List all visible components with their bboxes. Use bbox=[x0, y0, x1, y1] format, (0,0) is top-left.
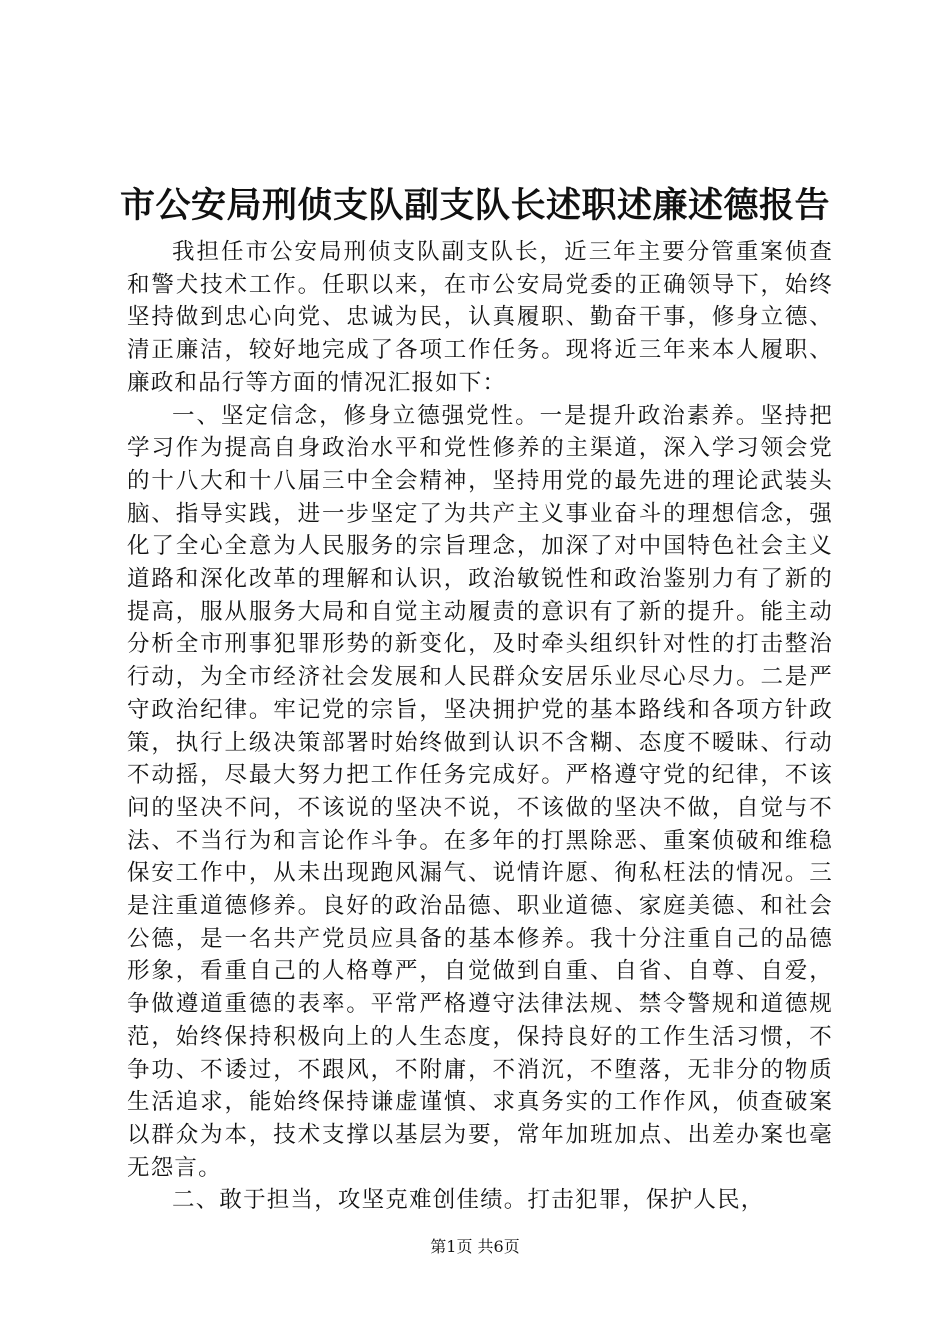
document-body bbox=[127, 236, 833, 1217]
paragraph-section-one: 一、坚定信念，修身立德强党性。一是提升政治素养。坚持把学习作为提高自身政治水平和党性修养的主渠道，深入学习领会党的十八大和十八届三中全会精神，坚持用党的最先进的理论武装头脑、指导实践，进一步坚定了为共产主义事业奋斗的理想信念，强化了全心全意为人民服务的宗旨理念，加深了对中国特色社会主义道路和深化改革的理解和认识，政治敏锐性和政治鉴别力有了新的提高，服从服务大局和自觉主动履责的意识有了新的提升。能主动分析全市刑事犯罪形势的新变化，及时牵头组织针对性的打击整治行动，为全市经济社会发展和人民群众安居乐业尽心尽力。二是严守政治纪律。牢记党的宗旨，坚决拥护党的基本路线和各项方针政策，执行上级决策部署时始终做到认识不含糊、态度不暧昧、行动不动摇，尽最大努力把工作任务完成好。严格遵守党的纪律，不该问的坚决不问，不该说的坚决不说，不该做的坚决不做，自觉与不法、不当行为和言论作斗争。在多年的打黑除恶、重案侦破和维稳保安工作中，从未出现跑风漏气、说情许愿、徇私枉法的情况。三是注重道德修养。良好的政治品德、职业道德、家庭美德、和社会公德，是一名共产党员应具备的基本修养。我十分注重自己的品德形象，看重自己的人格尊严，自觉做到自重、自省、自尊、自爱，争做遵道重德的表率。平常严格遵守法律法规、禁令警规和道德规范，始终保持积极向上的人生态度，保持良好的工作生活习惯，不争功、不诿过，不跟风，不附庸，不消沉，不堕落，无非分的物质生活追求，能始终保持谦虚谨慎、求真务实的工作作风，侦查破案以群众为本，技术支撑以基层为要，常年加班加点、出差办案也毫无怨言。 bbox=[127, 402, 833, 1181]
page-number-footer: 第1页 共6页 bbox=[430, 1237, 520, 1256]
document-title: 市公安局刑侦支队副支队长述职述廉述德报告 bbox=[119, 185, 830, 226]
paragraph-section-two: 二、敢于担当，攻坚克难创佳绩。打击犯罪，保护人民， bbox=[172, 1187, 765, 1214]
paragraph-intro: 我担任市公安局刑侦支队副支队长，近三年主要分管重案侦查和警犬技术工作。任职以来，在市公安局党委的正确领导下，始终坚持做到忠心向党、忠诚为民，认真履职、勤奋干事，修身立德、清正廉洁，较好地完成了各项工作任务。现将近三年来本人履职、廉政和品行等方面的情况汇报如下： bbox=[127, 239, 833, 396]
